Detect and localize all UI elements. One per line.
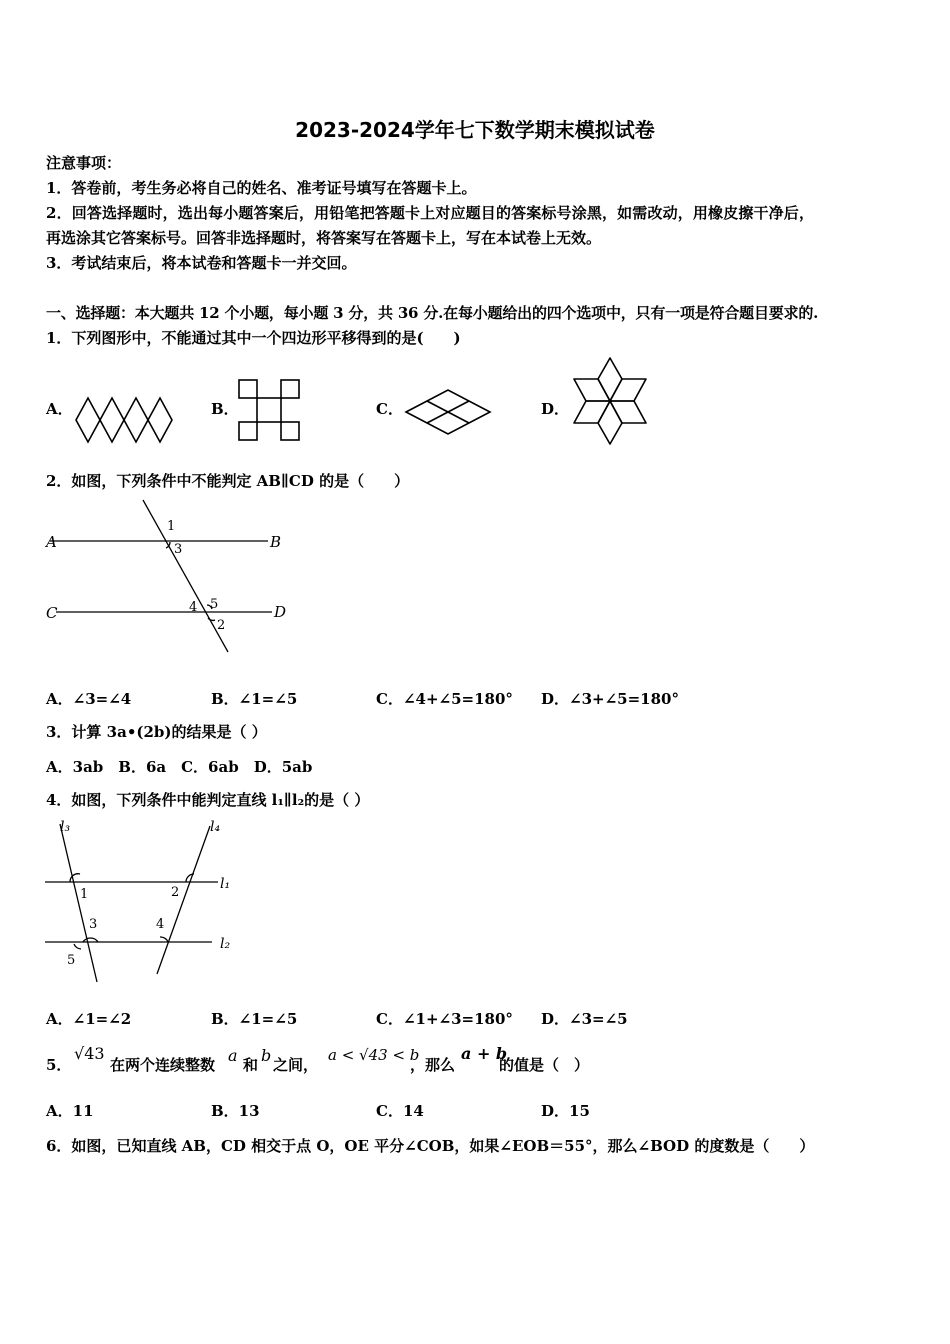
q5-text-5: 的值是（ ）	[499, 1056, 590, 1074]
q2-label-d: D	[274, 603, 287, 621]
q6-stem: 6．如图，已知直线 AB，CD 相交于点 O，OE 平分∠COB，如果∠EOB＝55°，那么∠BOD 的度数是（ ）	[46, 1137, 815, 1155]
q1-option-a: A．	[46, 400, 73, 418]
q2-angle-1: 1	[167, 519, 176, 534]
q5-text-1: 在两个连续整数	[110, 1056, 216, 1074]
q4-figure	[40, 814, 240, 986]
q1-figure-a	[70, 392, 176, 448]
q5-option-d: D．15	[541, 1102, 590, 1120]
q2-option-b: B．∠1=∠5	[211, 690, 298, 708]
notice-item-2-cont: 再选涂其它答案标号。回答非选择题时，将答案写在答题卡上，写在本试卷上无效。	[46, 229, 602, 247]
q2-angle-4: 4	[189, 600, 198, 615]
q4-option-a: A．∠1=∠2	[46, 1010, 132, 1028]
q5-a-plus-b: a + b	[461, 1044, 508, 1063]
q2-angle-2: 2	[217, 618, 226, 633]
q5-number: 5．	[46, 1056, 72, 1074]
q4-option-b: B．∠1=∠5	[211, 1010, 298, 1028]
q2-stem: 2．如图，下列条件中不能判定 AB∥CD 的是（ ）	[46, 472, 410, 490]
q1-option-c: C．	[376, 400, 403, 418]
q5-option-b: B．13	[211, 1102, 260, 1120]
q2-label-c: C	[46, 604, 58, 622]
q2-label-a: A	[46, 533, 57, 551]
q4-angle-2: 2	[171, 885, 180, 900]
q1-stem: 1．下列图形中，不能通过其中一个四边形平移得到的是( )	[46, 329, 461, 347]
notice-item-2: 2．回答选择题时，选出每小题答案后，用铅笔把答题卡上对应题目的答案标号涂黑，如需改动，用橡皮擦干净后，	[46, 204, 815, 222]
q2-option-c: C．∠4+∠5=180°	[376, 690, 513, 708]
q2-option-d: D．∠3+∠5=180°	[541, 690, 679, 708]
notice-item-1: 1．答卷前，考生务必将自己的姓名、准考证号填写在答题卡上。	[46, 179, 477, 197]
q4-angle-3: 3	[89, 917, 98, 932]
q3-options: A．3ab B．6a C．6ab D．5ab	[46, 758, 313, 776]
q2-angle-3: 3	[174, 542, 183, 557]
q5-option-c: C．14	[376, 1102, 424, 1120]
notice-heading: 注意事项：	[46, 154, 122, 172]
q4-angle-5: 5	[67, 953, 76, 968]
q5-text-4: ，那么	[410, 1056, 456, 1074]
q3-stem: 3．计算 3a•(2b)的结果是（ ）	[46, 723, 267, 741]
q4-label-l4: l₄	[210, 819, 221, 835]
notice-item-3: 3．考试结束后，将本试卷和答题卡一并交回。	[46, 254, 357, 272]
q5-inequality: a < √43 < b	[328, 1046, 420, 1064]
q4-angle-1: 1	[80, 887, 89, 902]
q4-option-c: C．∠1+∠3=180°	[376, 1010, 513, 1028]
section-heading: 一、选择题：本大题共 12 个小题，每小题 3 分，共 36 分.在每小题给出的四个选项中，只有一项是符合题目要求的.	[46, 304, 819, 322]
q5-var-a: a	[228, 1046, 238, 1065]
q5-sqrt43: √43	[74, 1044, 105, 1063]
q4-angle-4: 4	[156, 917, 165, 932]
q4-stem: 4．如图，下列条件中能判定直线 l₁∥l₂的是（ ）	[46, 791, 370, 809]
q2-angle-5: 5	[210, 597, 219, 612]
q2-figure	[40, 496, 300, 658]
q1-option-d: D．	[541, 400, 570, 418]
q5-text-3: 之间，	[273, 1056, 319, 1074]
q4-option-d: D．∠3=∠5	[541, 1010, 628, 1028]
q2-label-b: B	[270, 533, 282, 551]
q5-option-a: A．11	[46, 1102, 94, 1120]
q4-label-l3: l₃	[60, 819, 71, 835]
page-title: 2023-2024学年七下数学期末模拟试卷	[295, 118, 655, 142]
q1-figure-b	[236, 377, 304, 445]
q2-option-a: A．∠3=∠4	[46, 690, 132, 708]
q5-text-2: 和	[243, 1056, 259, 1074]
q1-option-b: B．	[211, 400, 239, 418]
q4-label-l2: l₂	[220, 936, 231, 952]
q5-var-b: b	[261, 1046, 272, 1065]
q1-figure-d	[568, 355, 652, 447]
q4-label-l1: l₁	[220, 876, 231, 892]
q1-figure-c	[402, 387, 494, 437]
